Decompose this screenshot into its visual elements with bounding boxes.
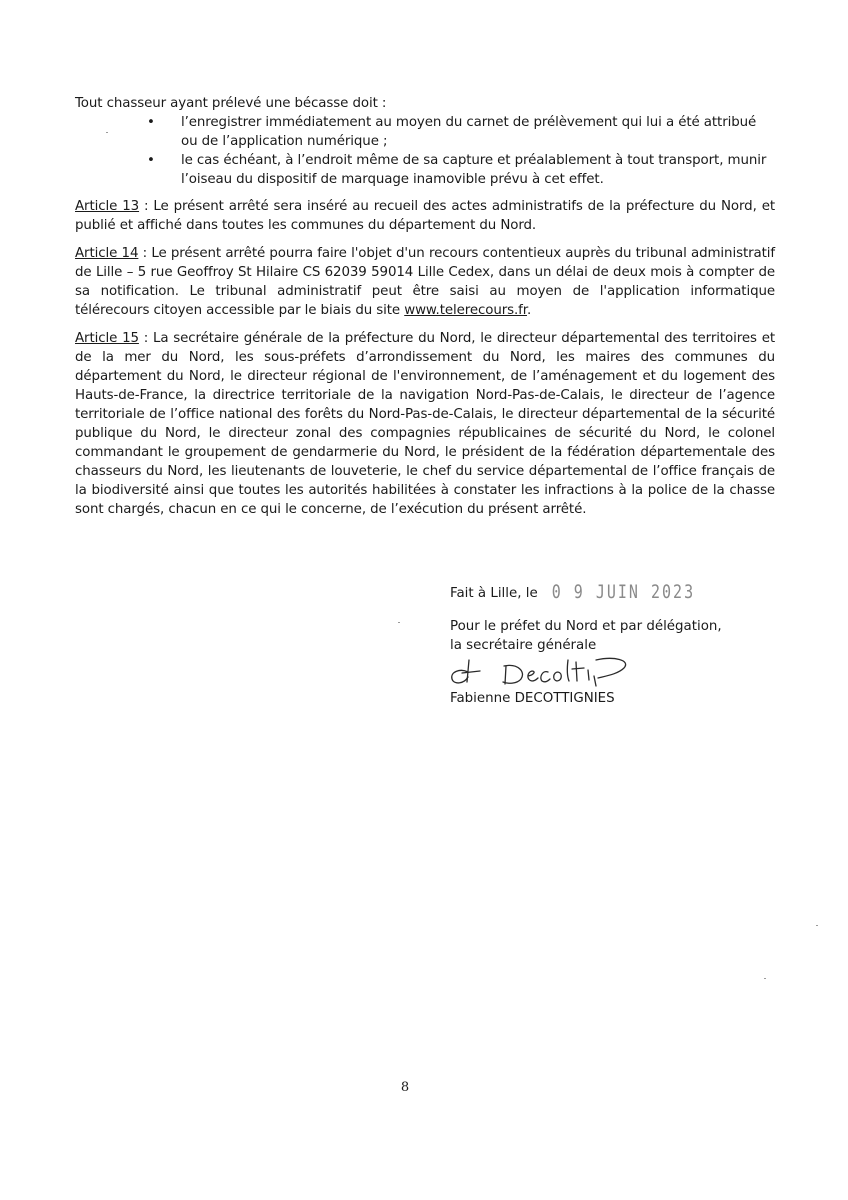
scan-speck <box>816 925 818 926</box>
article-13-label: Article 13 <box>75 199 140 214</box>
intro-section <box>75 94 775 189</box>
intro-lead: Tout chasseur ayant prélevé une bécasse doit : <box>75 96 387 111</box>
signer-name: Fabienne DECOTTIGNIES <box>450 691 615 706</box>
scan-speck <box>106 132 108 133</box>
obligations-list <box>75 113 775 189</box>
article-13-text: : Le présent arrêté sera inséré au recueil des actes administratifs de la préfecture du Nord, et publié et affiché dans toutes les communes du département du Nord. <box>75 199 775 233</box>
place-text: Fait à Lille, le <box>450 586 538 601</box>
article-15 <box>75 329 775 519</box>
article-14-end: . <box>526 303 532 318</box>
list-item: • l’enregistrer immédiatement au moyen du carnet de prélèvement qui lui a été attribué ou de l’application numérique ; <box>75 113 775 151</box>
handwritten-signature-icon <box>446 646 636 690</box>
place-date-line <box>450 580 696 604</box>
article-13 <box>75 197 775 235</box>
article-14-label: Article 14 <box>75 246 139 261</box>
article-14 <box>75 244 775 320</box>
telerecours-link[interactable]: www.telerecours.fr <box>404 303 527 318</box>
delegation-line-2: la secrétaire générale <box>450 638 597 653</box>
article-15-label: Article 15 <box>75 331 139 346</box>
article-15-text: : La secrétaire générale de la préfecture du Nord, le directeur départemental des territoires et de la mer du Nord, les sous-préfets d’arrondissement du Nord, les maires des communes du département du Nord, le directeur régional de l'environnement, de l’aménagement et du logement des Hauts-de-France, la directrice territoriale de la navigation Nord-Pas-de-Calais, le directeur de l’agence territoriale de l’office national des forêts du Nord-Pas-de-Calais, le directeur départemental de la sécurité publique du Nord, le directeur zonal des compagnies républicaines de sécurité du Nord, le colonel commandant le groupement de gendarmerie du Nord, le président de la fédération départementale des chasseurs du Nord, les lieutenants de louveterie, le chef du service départemental de l’office français de la biodiversité ainsi que toutes les autorités habilitées à constater les infractions à la police de la chasse sont chargés, chacun en ce qui le concerne, de l’exécution du présent arrêté. <box>75 331 775 517</box>
delegation-line-1: Pour le préfet du Nord et par délégation, <box>450 619 722 634</box>
list-item: • le cas échéant, à l’endroit même de sa capture et préalablement à tout transport, munir l’oiseau du dispositif de marquage inamovible prévu à cet effet. <box>75 151 775 189</box>
article-14-text: : Le présent arrêté pourra faire l'objet d'un recours contentieux auprès du tribunal administratif de Lille – 5 rue Geoffroy St Hilaire CS 62039 59014 Lille Cedex, dans un délai de deux mois à compter de sa notification. Le tribunal administratif peut être saisi au moyen de l'application informatique télérecours citoyen accessible par le biais du site <box>75 246 775 318</box>
date-stamp: 0 9 JUIN 2023 <box>551 580 696 604</box>
page-number: 8 <box>400 1080 410 1095</box>
scan-speck <box>398 622 400 623</box>
scan-speck <box>764 978 766 979</box>
